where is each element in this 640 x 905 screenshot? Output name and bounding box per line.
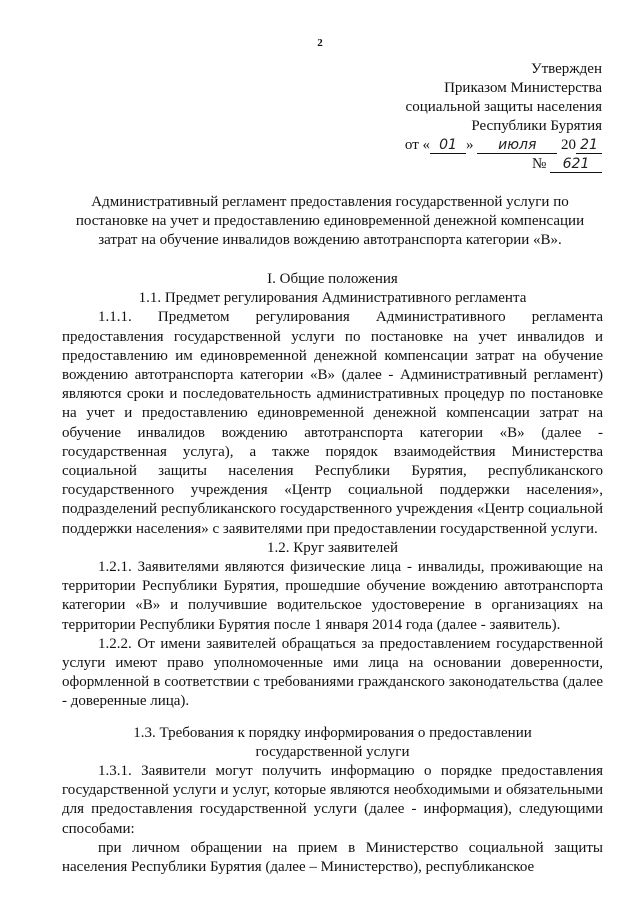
approval-date	[405, 136, 602, 155]
date-month: июля	[477, 137, 557, 154]
approval-line-approved: Утвержден	[530, 61, 602, 77]
subsection-heading-1-2: 1.2. Круг заявителей	[267, 539, 398, 556]
paragraph-1-3-1-cont: при личном обращении на прием в Министерство социальной защиты населения Республики Бурятия (далее – Министерство), республиканское	[62, 839, 603, 876]
subsection-heading-1-1: 1.1. Предмет регулирования Административного регламента	[138, 290, 527, 307]
number-prefix: №	[531, 156, 547, 172]
approval-block	[405, 60, 602, 174]
date-mid: »	[466, 137, 474, 153]
date-prefix: от «	[404, 137, 430, 153]
page-number: 2	[317, 37, 323, 49]
approval-line-order: Приказом Министерства	[444, 80, 602, 96]
paragraph-1-2-2: 1.2.2. От имени заявителей обращаться за предоставлением государственной услуги имеют право уполномоченные ими лица на основании доверенности, оформленной в соответствии с требованиями гражданского законодательства (далее - доверенные лица).	[62, 635, 603, 710]
document-title: Административный регламент предоставления государственной услуги по постановке на учет и предоставлению единовременной денежной компенсации затрат на обучение инвалидов вождению автотранспорта категории «В».	[75, 194, 585, 248]
section-heading: I. Общие положения	[267, 271, 398, 287]
date-year-suffix: 21	[576, 137, 602, 154]
paragraph-1-1-1: 1.1.1. Предметом регулирования Административного регламента предоставления государственной услуги по постановке на учет инвалидов и предоставлению им единовременной денежной компенсации затрат на обучение вождению автотранспорта категории «В» (далее - Административный регламент) являются сроки и последовательность административных процедур по постановке на учет и предоставлению единовременной денежной компенсации затрат на обучение инвалидов вождению автотранспорта категории «В» (далее - государственная услуга), а также порядок взаимодействия Министерства социальной защиты населения Республики Бурятия, республиканского государственного учреждения «Центр социальной поддержки населения», подразделений республиканского государственного учреждения «Центр социальной поддержки населения» с заявителями при предоставлении государственной услуги.	[62, 309, 603, 537]
date-year-prefix: 20	[561, 137, 576, 153]
approval-line-republic: Республики Бурятия	[471, 118, 602, 134]
date-day: 01	[430, 137, 466, 154]
approval-line-ministry: социальной защиты населения	[405, 99, 602, 115]
paragraph-1-3-1: 1.3.1. Заявители могут получить информацию о порядке предоставления государственной услуги и услуг, которые являются необходимыми и обязательными для предоставления государственной услуги (далее - информация), следующими способами:	[62, 763, 603, 837]
approval-number	[405, 155, 602, 174]
subsection-heading-1-3-line1: 1.3. Требования к порядку информирования о предоставлении	[133, 724, 532, 741]
subsection-heading-1-3-line2: государственной услуги	[255, 743, 410, 760]
order-number: 621	[550, 156, 602, 173]
document-body	[62, 270, 603, 877]
paragraph-1-2-1: 1.2.1. Заявителями являются физические лица - инвалиды, проживающие на территории Республики Бурятия, прошедшие обучение вождению автотранспорта категории «В» и получившие водительское удостоверение в организациях на территории Республики Бурятия после 1 января 2014 года (далее - заявитель).	[62, 559, 603, 633]
